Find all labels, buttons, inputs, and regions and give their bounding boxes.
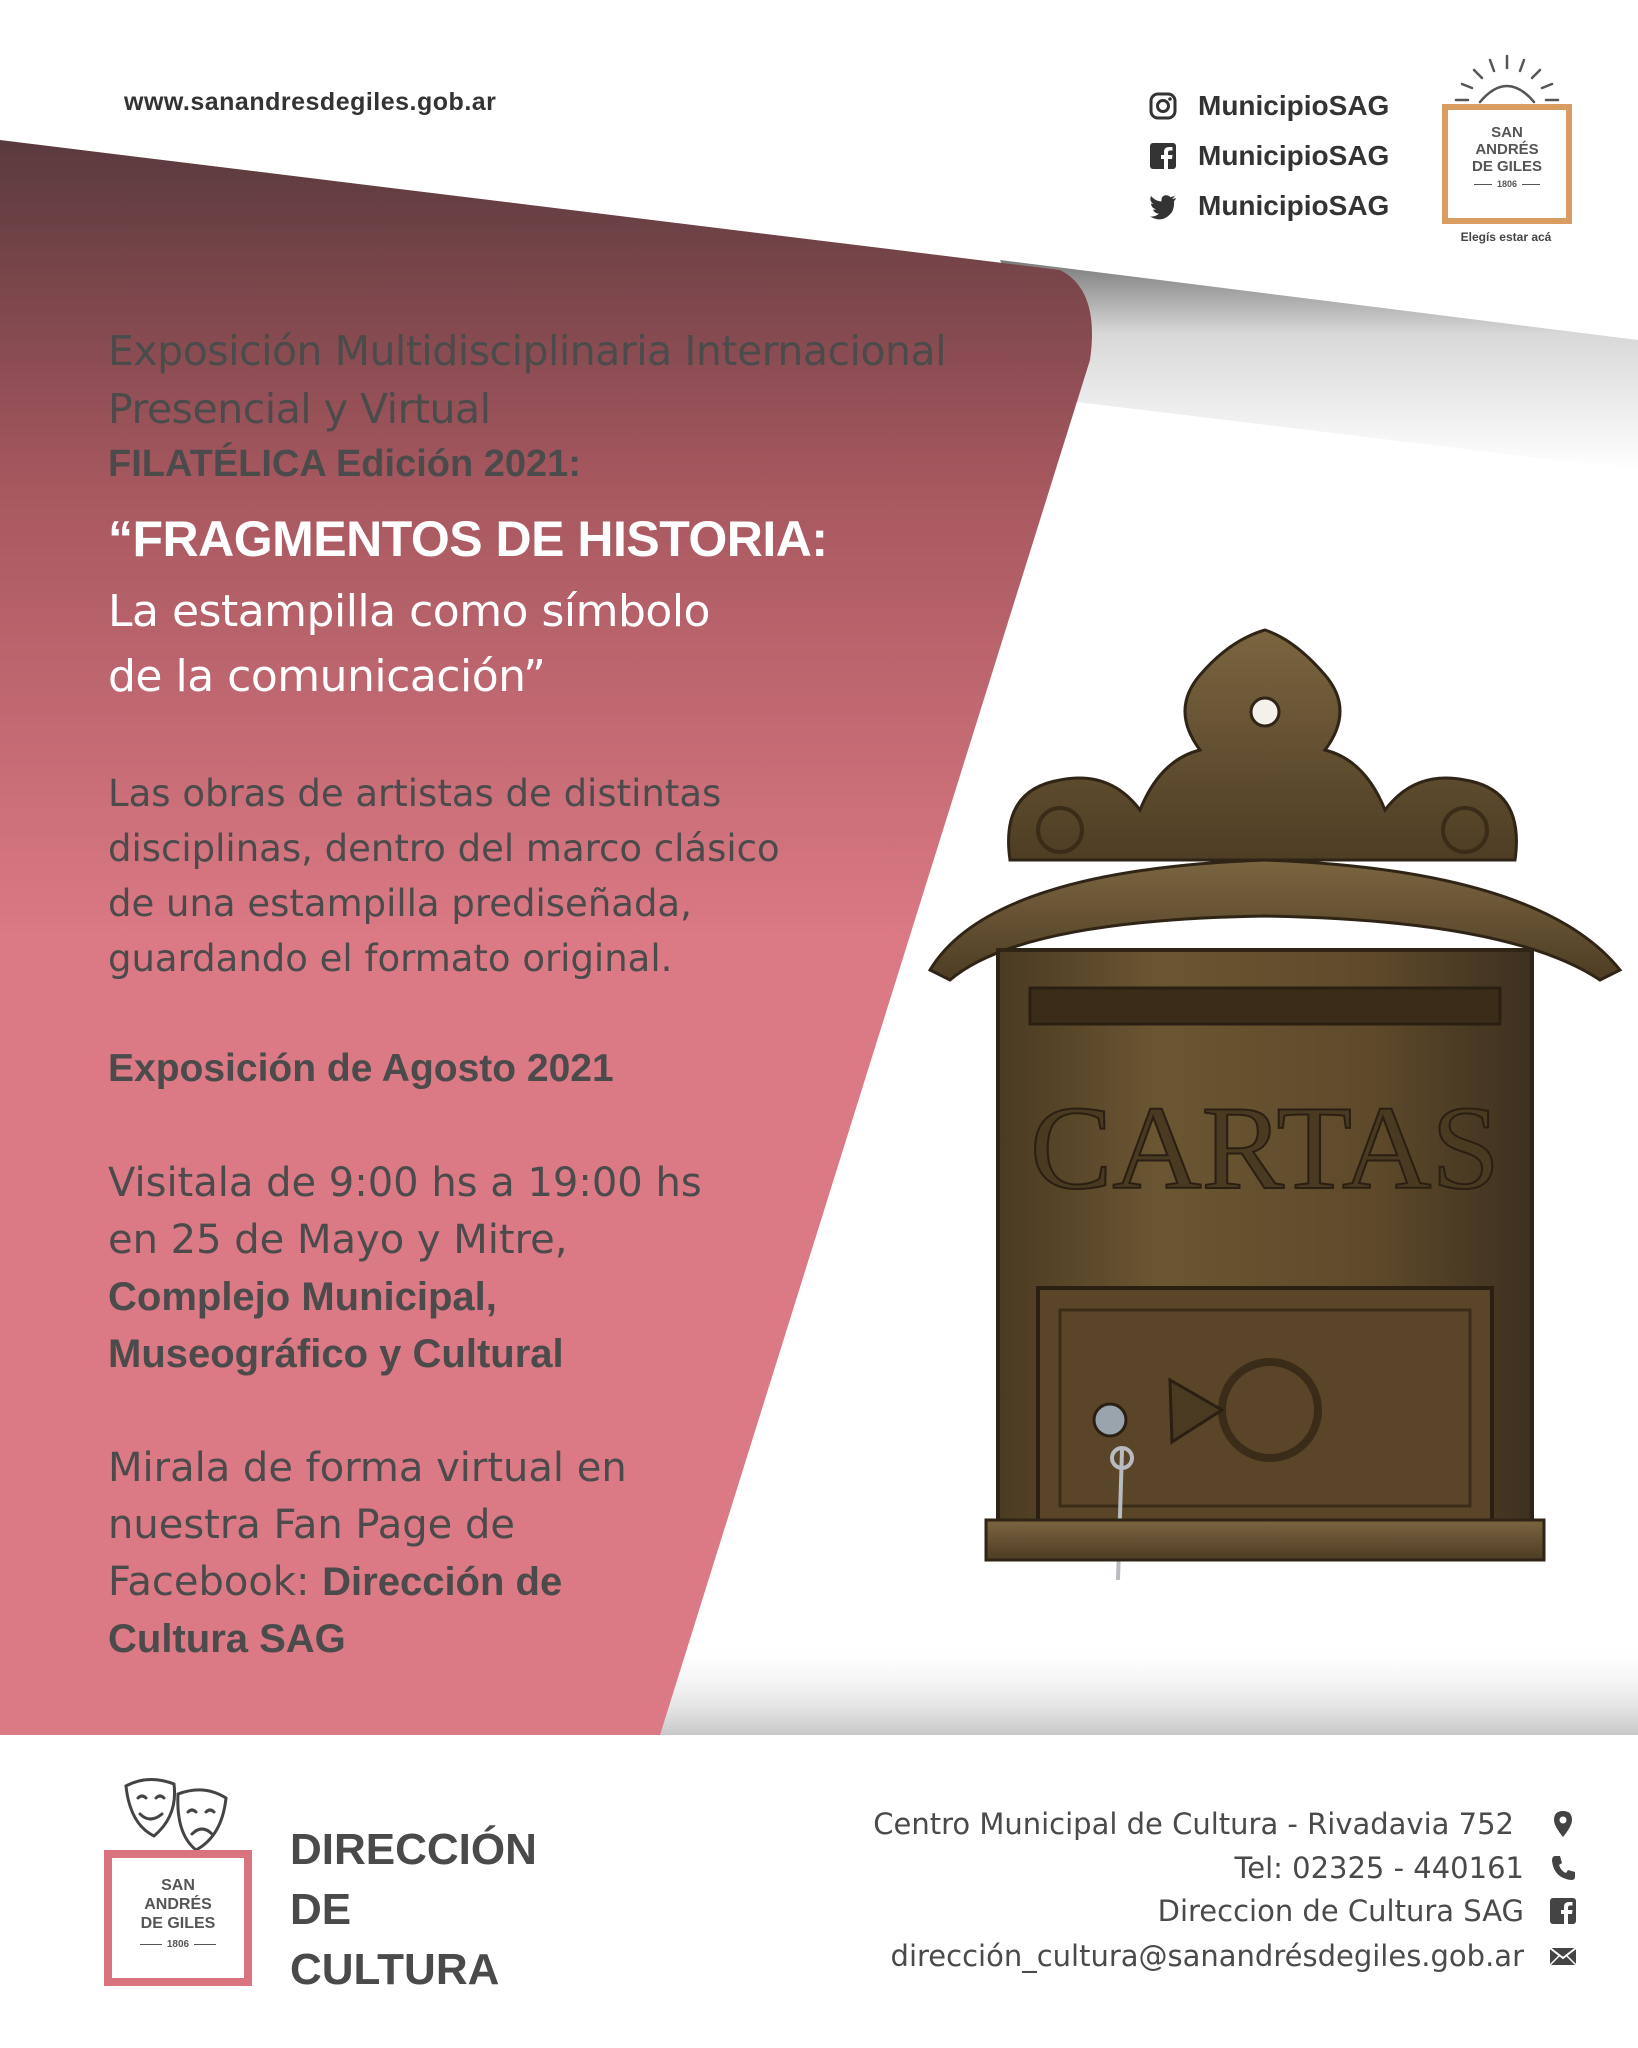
title-main: “FRAGMENTOS DE HISTORIA: — [108, 511, 828, 567]
footer-logo-line-3: DE GILES — [140, 1915, 216, 1932]
visit-line-1: Visitala de 9:00 hs a 19:00 hs — [108, 1160, 702, 1206]
phone-icon — [1548, 1853, 1578, 1883]
address-text: Centro Municipal de Cultura - Rivadavia 752 — [873, 1807, 1514, 1841]
footer-title-line: CULTURA — [290, 1945, 500, 1994]
intro-line-2: Presencial y Virtual — [108, 385, 491, 433]
footer-logo-line-2: ANDRÉS — [144, 1896, 212, 1913]
virtual-line-1: Mirala de forma virtual en — [108, 1445, 627, 1491]
website-url[interactable]: www.sanandresdegiles.gob.ar — [124, 88, 497, 116]
title-sub-2: de la comunicación” — [108, 651, 546, 702]
email-text: dirección_cultura@sanandrésdegiles.gob.ar — [890, 1939, 1524, 1973]
footer-title-line: DIRECCIÓN — [290, 1825, 537, 1874]
virtual-line-2: nuestra Fan Page de — [108, 1502, 515, 1548]
contact-phone[interactable] — [1234, 1851, 1578, 1885]
visit-line-3: Complejo Municipal, — [108, 1275, 497, 1319]
mailbox-inscription: CARTAS — [1030, 1081, 1500, 1214]
municipio-logo — [1438, 52, 1574, 252]
visit-line-4: Museográfico y Cultural — [108, 1332, 564, 1376]
logo-line-2: ANDRÉS — [1475, 141, 1539, 158]
mail-icon — [1548, 1941, 1578, 1971]
title-sub-1: La estampilla como símbolo — [108, 586, 710, 637]
sun-rays-icon — [1452, 52, 1562, 106]
logo-line-3: DE GILES — [1471, 158, 1542, 175]
phone-text: Tel: 02325 - 440161 — [1234, 1851, 1524, 1885]
mailbox-illustration — [910, 620, 1630, 1620]
footer-title-line: DE — [290, 1885, 352, 1934]
description-line: guardando el formato original. — [108, 937, 673, 980]
direccion-cultura-title — [290, 1820, 537, 2000]
footer-logo-year: 1806 — [112, 1939, 244, 1950]
facebook-handle: MunicipioSAG — [1198, 140, 1390, 171]
intro-line-1: Exposición Multidisciplinaria Internacional — [108, 327, 946, 375]
social-facebook[interactable] — [1148, 140, 1389, 172]
description-line: Las obras de artistas de distintas — [108, 772, 722, 815]
intro-line-3: FILATÉLICA Edición 2021: — [108, 443, 581, 485]
footer-logo-line-1: SAN — [161, 1877, 195, 1894]
logo-tagline: Elegís estar acá — [1460, 230, 1552, 244]
virtual-info — [108, 1440, 627, 1668]
contact-email[interactable] — [891, 1939, 1578, 1973]
direccion-cultura-logo — [100, 1776, 260, 1986]
social-instagram[interactable] — [1148, 90, 1389, 122]
facebook-icon — [1548, 1896, 1578, 1926]
twitter-handle: MunicipioSAG — [1198, 190, 1390, 221]
virtual-line-3: Facebook: Dirección de — [108, 1559, 563, 1605]
logo-line-1: SAN — [1491, 124, 1523, 141]
exhibition-month: Exposición de Agosto 2021 — [108, 1047, 614, 1090]
description-line: disciplinas, dentro del marco clásico — [108, 827, 780, 870]
description-line: de una estampilla prediseñada, — [108, 882, 692, 925]
facebook-icon — [1148, 141, 1178, 171]
contact-facebook[interactable] — [1158, 1894, 1578, 1928]
contact-address — [873, 1807, 1578, 1841]
virtual-line-4: Cultura SAG — [108, 1617, 346, 1661]
visit-info — [108, 1155, 702, 1383]
location-pin-icon — [1548, 1809, 1578, 1839]
instagram-icon — [1148, 91, 1178, 121]
social-twitter[interactable] — [1148, 190, 1389, 222]
visit-line-2: en 25 de Mayo y Mitre, — [108, 1217, 568, 1263]
logo-year: 1806 — [1448, 179, 1566, 189]
twitter-icon — [1148, 191, 1178, 221]
instagram-handle: MunicipioSAG — [1198, 90, 1390, 121]
description — [108, 766, 780, 986]
facebook-page-text: Direccion de Cultura SAG — [1157, 1894, 1524, 1928]
